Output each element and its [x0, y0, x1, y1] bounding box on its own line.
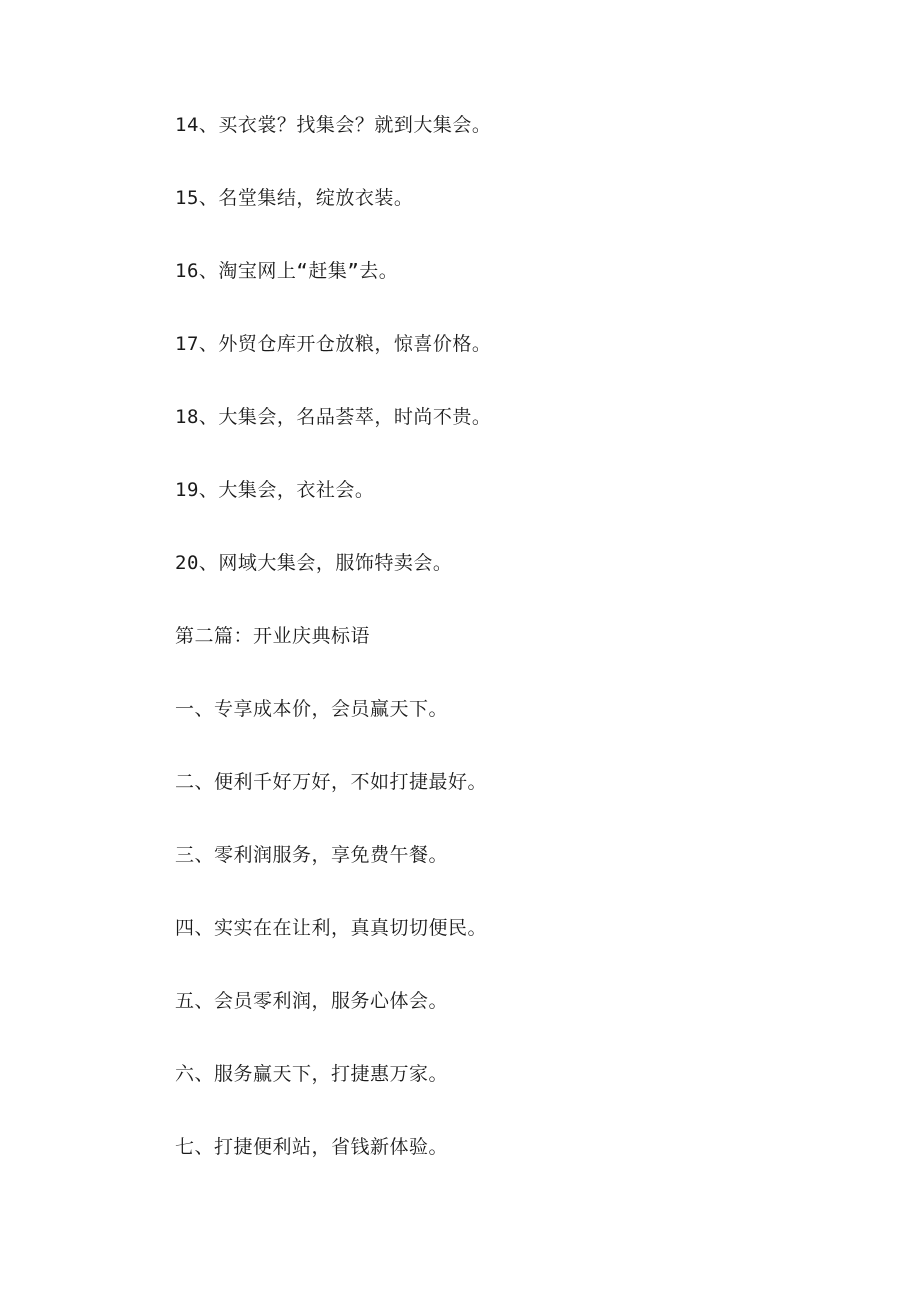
slogan-line-16: 16、淘宝网上“赶集”去。 — [175, 260, 399, 282]
slogan-line-2: 二、便利千好万好，不如打捷最好。 — [175, 771, 488, 793]
slogan-line-7: 七、打捷便利站，省钱新体验。 — [175, 1136, 449, 1158]
document-body — [175, 110, 815, 1205]
slogan-line-20: 20、网域大集会，服饰特卖会。 — [175, 552, 453, 574]
slogan-line-4: 四、实实在在让利，真真切切便民。 — [175, 917, 488, 939]
slogan-line-3: 三、零利润服务，享免费午餐。 — [175, 844, 449, 866]
slogan-line-18: 18、大集会，名品荟萃，时尚不贵。 — [175, 406, 492, 428]
slogan-line-5: 五、会员零利润，服务心体会。 — [175, 990, 449, 1012]
slogan-line-17: 17、外贸仓库开仓放粮，惊喜价格。 — [175, 333, 492, 355]
slogan-line-19: 19、大集会，衣社会。 — [175, 479, 375, 501]
section-heading: 第二篇：开业庆典标语 — [175, 625, 371, 647]
slogan-line-1: 一、专享成本价，会员赢天下。 — [175, 698, 449, 720]
slogan-line-14: 14、买衣裳？找集会？就到大集会。 — [175, 114, 492, 136]
slogan-line-15: 15、名堂集结，绽放衣装。 — [175, 187, 414, 209]
slogan-line-6: 六、服务赢天下，打捷惠万家。 — [175, 1063, 449, 1085]
